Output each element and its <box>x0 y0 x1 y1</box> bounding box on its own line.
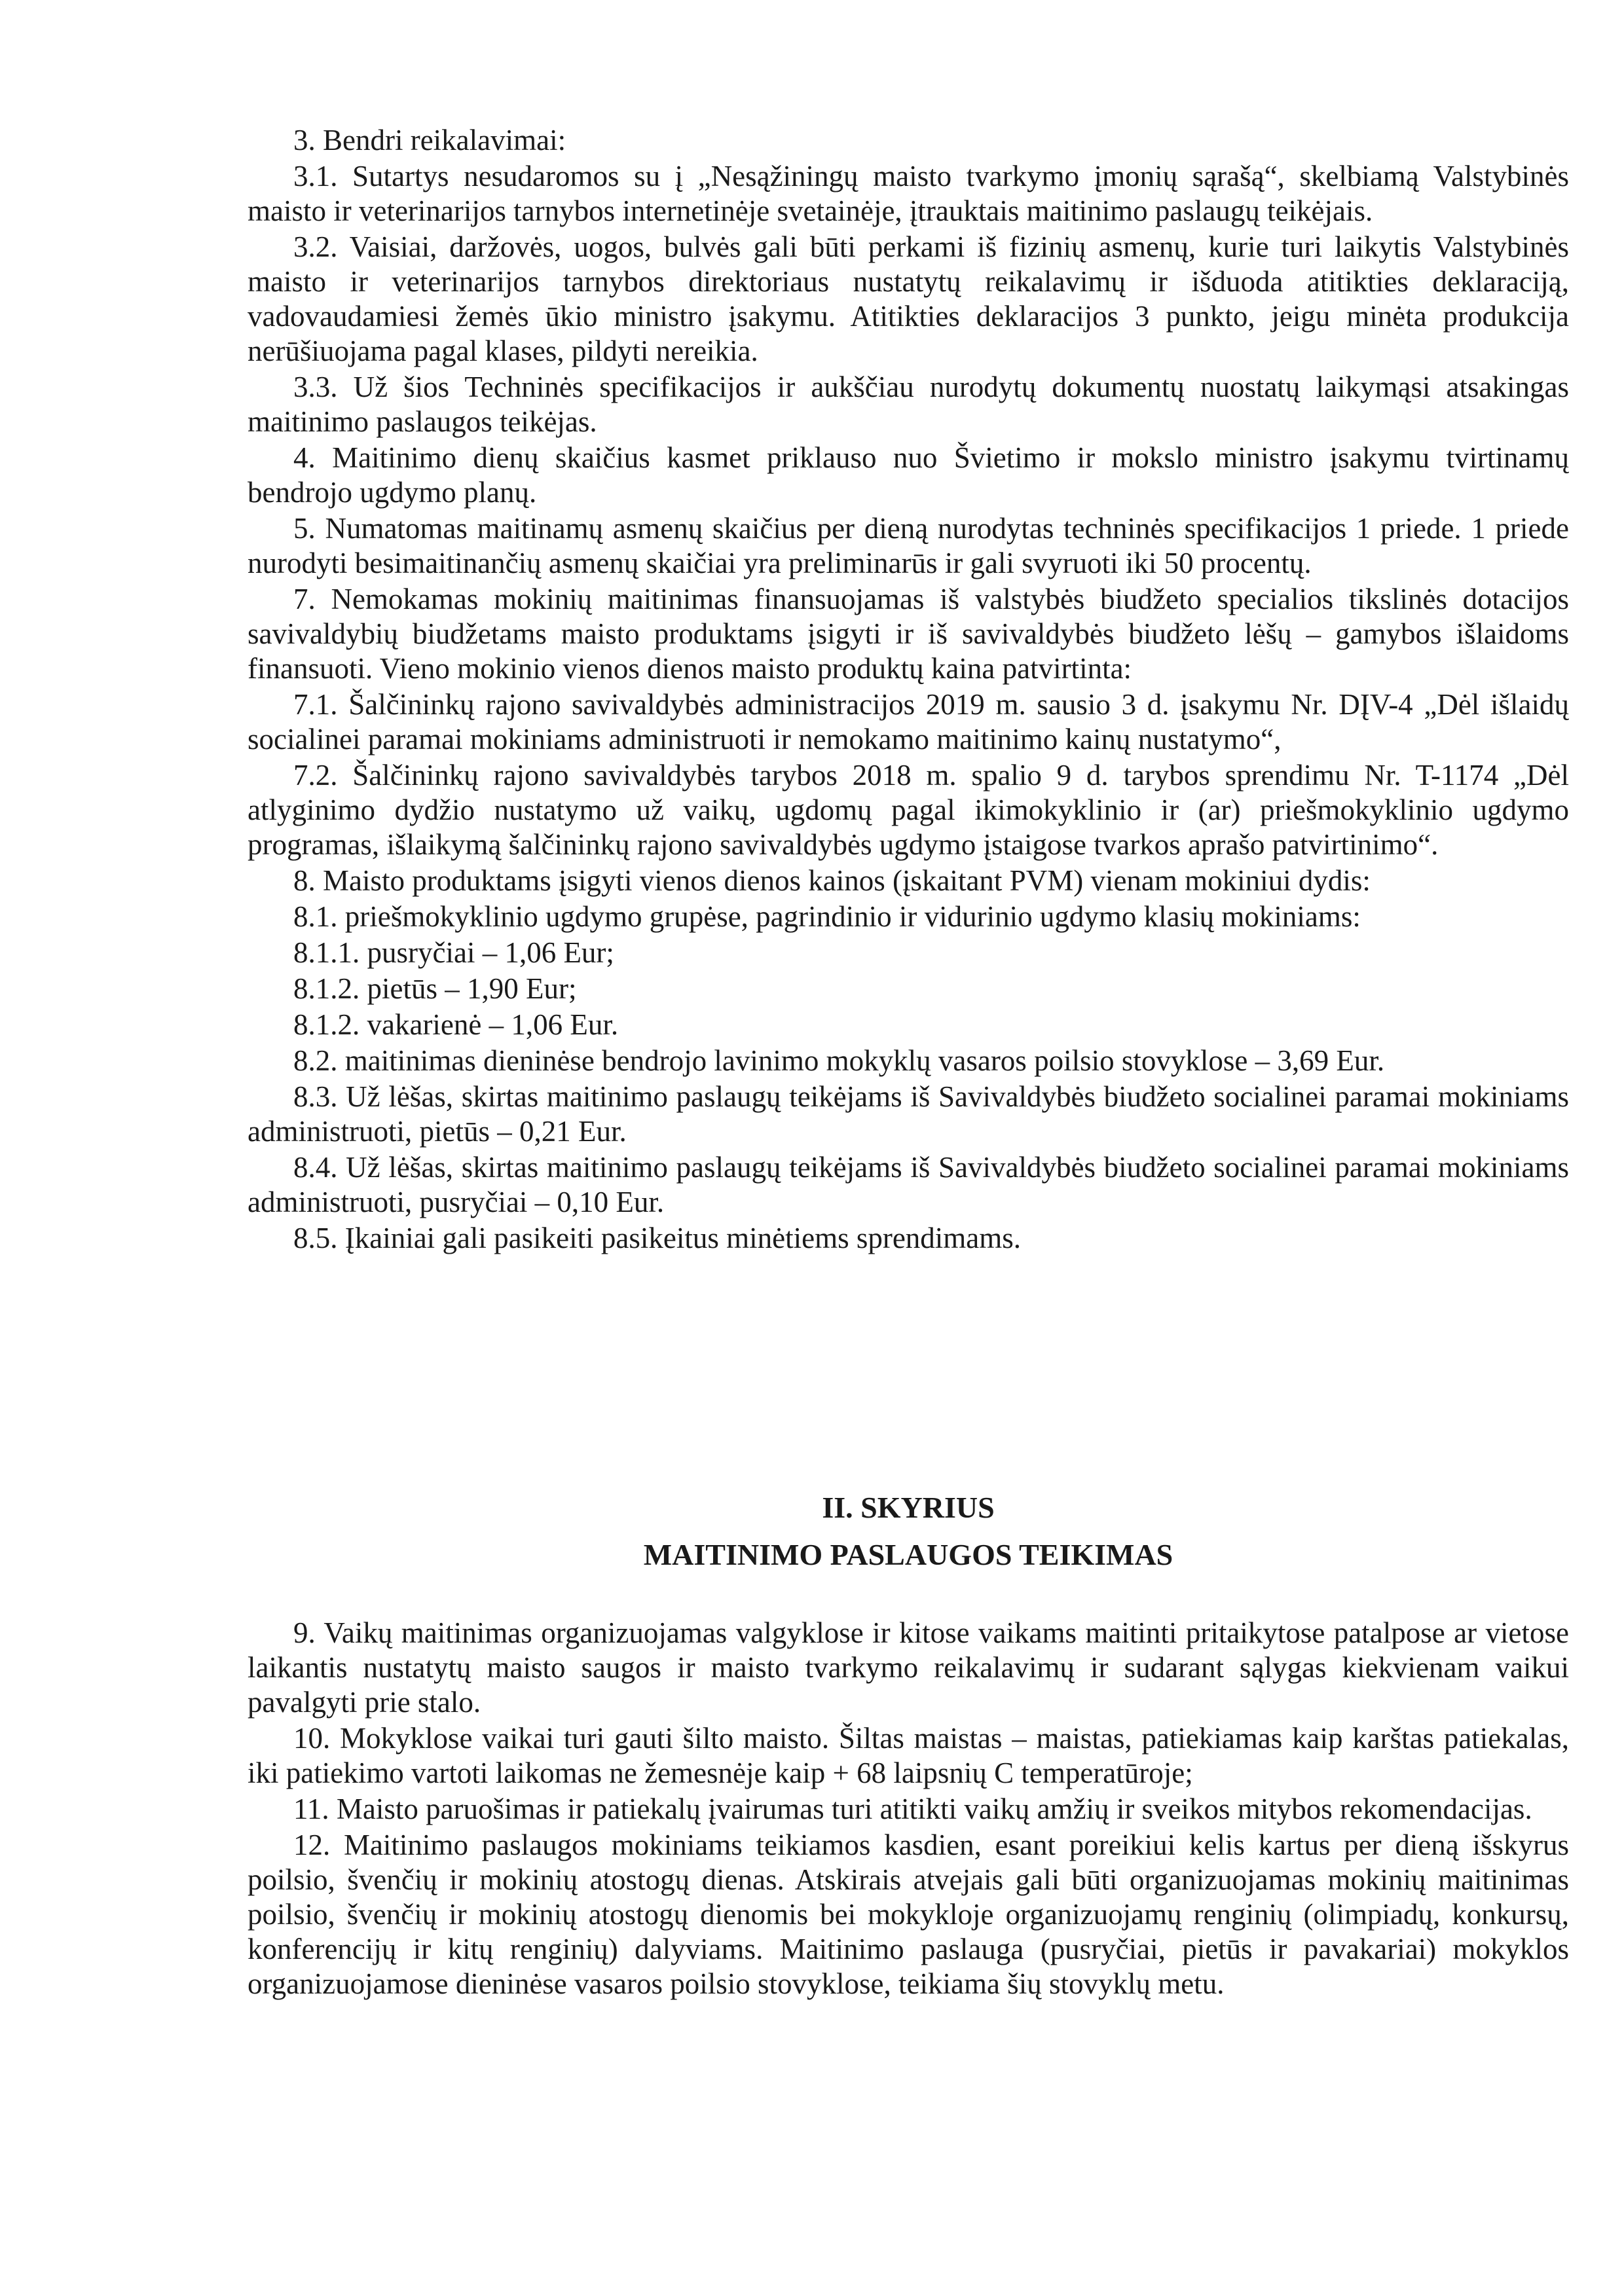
paragraph: 3.3. Už šios Techninės specifikacijos ir aukščiau nurodytų dokumentų nuostatų laikymąsi atsakingas maitinimo paslaugos teikėjas. <box>248 371 1569 438</box>
paragraph: 11. Maisto paruošimas ir patiekalų įvairumas turi atitikti vaikų amžių ir sveikos mitybos rekomendacijas. <box>293 1793 1532 1825</box>
paragraph: 8.2. maitinimas dieninėse bendrojo lavinimo mokyklų vasaros poilsio stovyklose – 3,69 Eur. <box>293 1044 1385 1077</box>
paragraph: 7.2. Šalčininkų rajono savivaldybės tarybos 2018 m. spalio 9 d. tarybos sprendimu Nr. T-1174 „Dėl atlyginimo dydžio nustatymo už vaikų, ugdomų pagal ikimokyklinio ir (ar) priešmokyklinio ugdymo programas, išlaikymą šalčininkų rajono savivaldybės ugdymo įstaigose tvarkos aprašo patvirtinimo“. <box>248 759 1569 861</box>
paragraph: 7. Nemokamas mokinių maitinimas finansuojamas iš valstybės biudžeto specialios tikslinės dotacijos savivaldybių biudžetams maisto produktams įsigyti ir iš savivaldybės biudžeto lėšų – gamybos išlaidoms finansuoti. Vieno mokinio vienos dienos maisto produktų kaina patvirtinta: <box>248 583 1569 685</box>
paragraph: 9. Vaikų maitinimas organizuojamas valgyklose ir kitose vaikams maitinti pritaikytose patalpose ar vietose laikantis nustatytų maisto saugos ir maisto tvarkymo reikalavimų ir sudarant sąlygas kiekvienam vaikui pavalgyti prie stalo. <box>248 1616 1569 1719</box>
paragraph: 8.3. Už lėšas, skirtas maitinimo paslaugų teikėjams iš Savivaldybės biudžeto socialinei paramai mokiniams administruoti, pietūs – 0,21 Eur. <box>248 1080 1569 1148</box>
paragraph: 3.2. Vaisiai, daržovės, uogos, bulvės gali būti perkami iš fizinių asmenų, kurie turi laikytis Valstybinės maisto ir veterinarijos tarnybos direktoriaus nustatytų reikalavimų ir išduoda atitikties deklaraciją, vadovaudamiesi žemės ūkio ministro įsakymu. Atitikties deklaracijos 3 punkto, jeigu minėta produkcija nerūšiuojama pagal klases, pildyti nereikia. <box>248 230 1569 367</box>
paragraph: 3. Bendri reikalavimai: <box>293 124 566 156</box>
paragraph: 8.1. priešmokyklinio ugdymo grupėse, pagrindinio ir vidurinio ugdymo klasių mokiniams: <box>293 900 1361 933</box>
paragraph: 12. Maitinimo paslaugos mokiniams teikiamos kasdien, esant poreikiui kelis kartus per dieną išskyrus poilsio, švenčių ir mokinių atostogų dienas. Atskirais atvejais gali būti organizuojamas mokinių maitinimas poilsio, švenčių ir mokinių atostogų dienomis bei mokykloje organizuojamų renginių (olimpiadų, konkursų, konferencijų ir kitų renginių) dalyviams. Maitinimo paslauga (pusryčiai, pietūs ir pavakariai) mokyklos organizuojamose dieninėse vasaros poilsio stovyklose, teikiama šių stovyklų metu. <box>248 1829 1569 2000</box>
section-2-body <box>248 1616 1569 2003</box>
paragraph: 8.1.1. pusryčiai – 1,06 Eur; <box>293 936 614 969</box>
paragraph: 8. Maisto produktams įsigyti vienos dienos kainos (įskaitant PVM) vienam mokiniui dydis: <box>293 864 1371 897</box>
paragraph: 8.1.2. pietūs – 1,90 Eur; <box>293 972 577 1005</box>
chapter-title: MAITINIMO PASLAUGOS TEIKIMAS <box>643 1538 1173 1571</box>
paragraph: 3.1. Sutartys nesudaromos su į „Nesąžiningų maisto tvarkymo įmonių sąrašą“, skelbiamą Valstybinės maisto ir veterinarijos tarnybos internetinėje svetainėje, įtrauktais maitinimo paslaugų teikėjais. <box>248 160 1569 227</box>
paragraph: 7.1. Šalčininkų rajono savivaldybės administracijos 2019 m. sausio 3 d. įsakymu Nr. DĮV-4 „Dėl išlaidų socialinei paramai mokiniams administruoti ir nemokamo maitinimo kainų nustatymo“, <box>248 688 1569 756</box>
paragraph: 8.1.2. vakarienė – 1,06 Eur. <box>293 1008 619 1041</box>
paragraph: 4. Maitinimo dienų skaičius kasmet priklauso nuo Švietimo ir mokslo ministro įsakymu tvirtinamų bendrojo ugdymo planų. <box>248 441 1569 509</box>
section-1-body <box>248 123 1569 1257</box>
chapter-number: II. SKYRIUS <box>822 1491 995 1524</box>
paragraph: 8.5. Įkainiai gali pasikeiti pasikeitus minėtiems sprendimams. <box>293 1222 1022 1254</box>
paragraph: 10. Mokyklose vaikai turi gauti šilto maisto. Šiltas maistas – maistas, patiekiamas kaip karštas patiekalas, iki patiekimo vartoti laikomas ne žemesnėje kaip + 68 laipsnių C temperatūroje; <box>248 1722 1569 1789</box>
paragraph: 8.4. Už lėšas, skirtas maitinimo paslaugų teikėjams iš Savivaldybės biudžeto socialinei paramai mokiniams administruoti, pusryčiai – 0,10 Eur. <box>248 1151 1569 1218</box>
paragraph: 5. Numatomas maitinamų asmenų skaičius per dieną nurodytas techninės specifikacijos 1 priede. 1 priede nurodyti besimaitinančių asmenų skaičiai yra preliminarūs ir gali svyruoti iki 50 procentų. <box>248 512 1569 579</box>
